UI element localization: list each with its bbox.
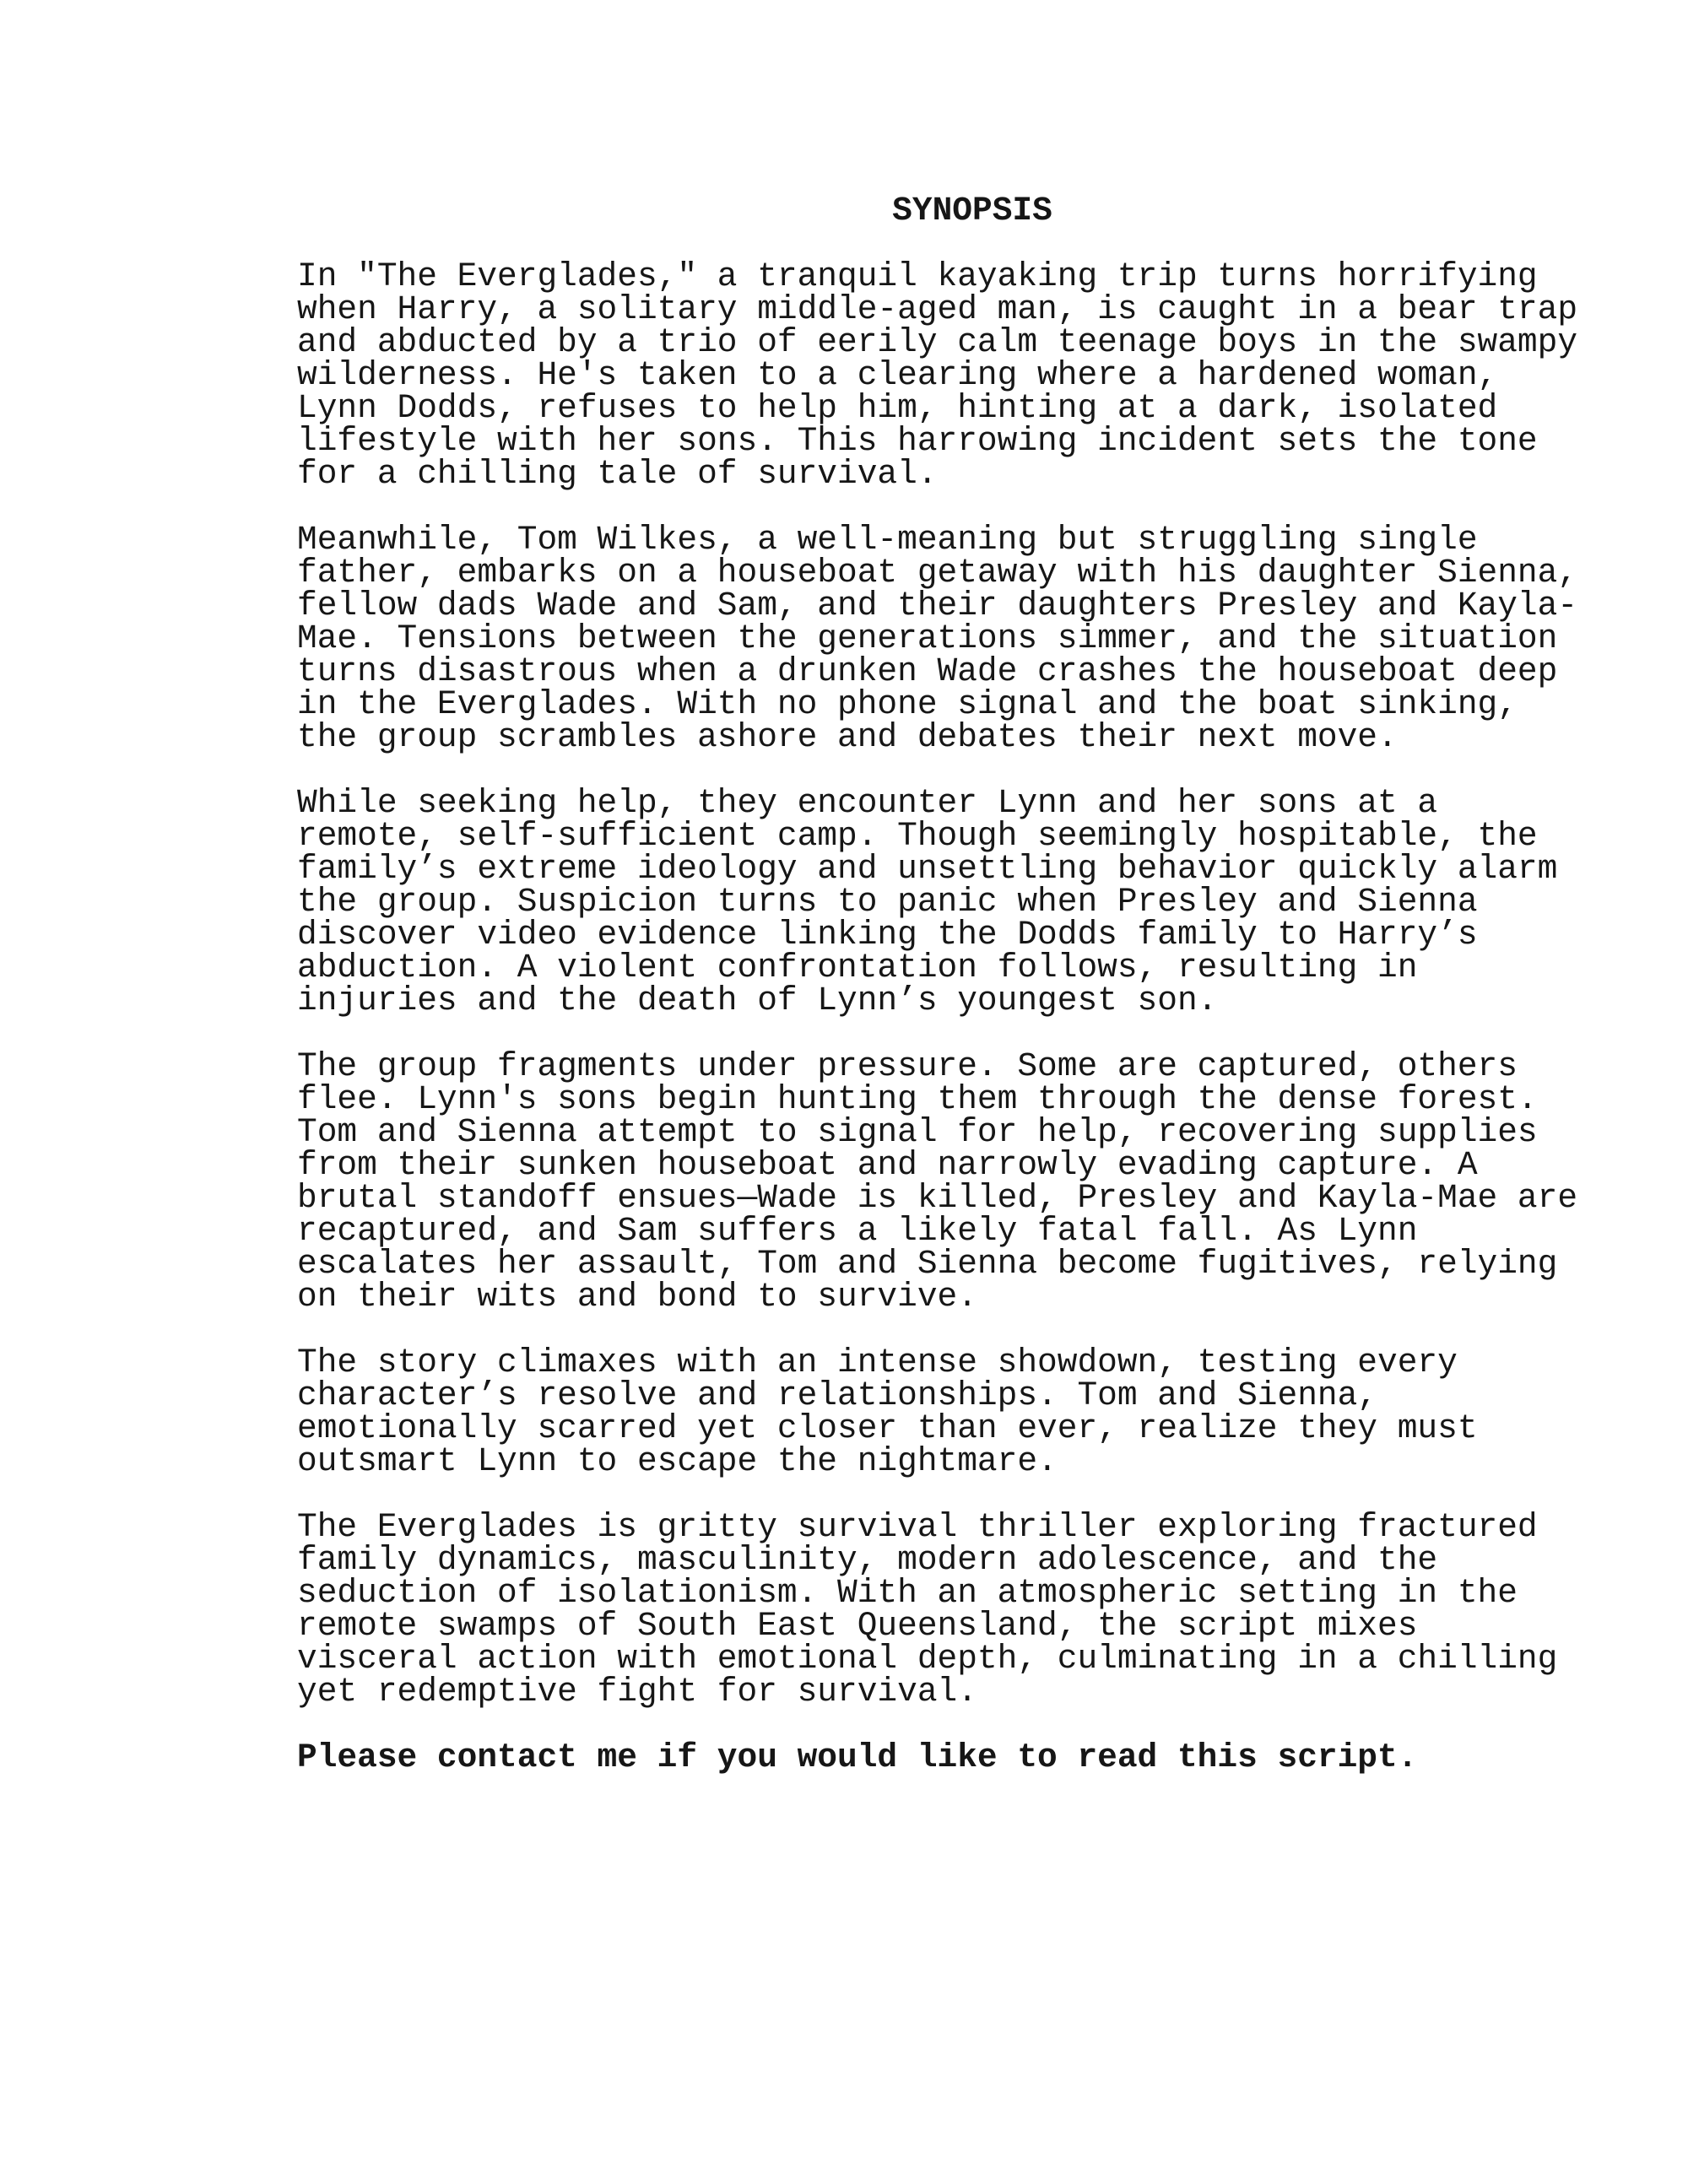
- paragraph-line: In "The Everglades," a tranquil kayaking trip turns horrifying: [297, 257, 1538, 295]
- synopsis-paragraph: [297, 784, 1558, 1019]
- paragraph-line: injuries and the death of Lynn’s youngest son.: [297, 981, 1218, 1019]
- paragraph-line: when Harry, a solitary middle-aged man, is caught in a bear trap: [297, 290, 1578, 328]
- paragraph-line: visceral action with emotional depth, culminating in a chilling: [297, 1640, 1558, 1678]
- paragraph-line: father, embarks on a houseboat getaway with his daughter Sienna,: [297, 554, 1578, 592]
- paragraph-line: Mae. Tensions between the generations simmer, and the situation: [297, 619, 1558, 657]
- synopsis-content: [297, 192, 1578, 1776]
- paragraph-line: in the Everglades. With no phone signal and the boat sinking,: [297, 685, 1518, 723]
- paragraph-line: family dynamics, masculinity, modern adolescence, and the: [297, 1541, 1438, 1579]
- paragraph-line: remote swamps of South East Queensland, the script mixes: [297, 1607, 1418, 1645]
- paragraph-line: While seeking help, they encounter Lynn and her sons at a: [297, 784, 1438, 822]
- paragraph-line: seduction of isolationism. With an atmospheric setting in the: [297, 1574, 1518, 1612]
- paragraph-line: abduction. A violent confrontation follows, resulting in: [297, 949, 1418, 987]
- paragraph-line: The Everglades is gritty survival thriller exploring fractured: [297, 1508, 1538, 1546]
- paragraph-line: lifestyle with her sons. This harrowing incident sets the tone: [297, 422, 1538, 460]
- paragraph-line: escalates her assault, Tom and Sienna become fugitives, relying: [297, 1245, 1558, 1283]
- paragraph-line: Lynn Dodds, refuses to help him, hinting at a dark, isolated: [297, 389, 1498, 427]
- paragraph-line: wilderness. He's taken to a clearing where a hardened woman,: [297, 356, 1498, 394]
- synopsis-title: SYNOPSIS: [892, 192, 1052, 230]
- paragraph-line: brutal standoff ensues—Wade is killed, Presley and Kayla-Mae are: [297, 1179, 1578, 1217]
- paragraph-line: outsmart Lynn to escape the nightmare.: [297, 1442, 1058, 1480]
- paragraph-line: the group scrambles ashore and debates their next move.: [297, 718, 1398, 756]
- synopsis-paragraph: [297, 1508, 1558, 1711]
- paragraph-line: and abducted by a trio of eerily calm teenage boys in the swampy: [297, 323, 1578, 361]
- paragraph-line: for a chilling tale of survival.: [297, 455, 938, 493]
- paragraph-line: flee. Lynn's sons begin hunting them through the dense forest.: [297, 1080, 1538, 1118]
- paragraph-line: emotionally scarred yet closer than ever, realize they must: [297, 1409, 1478, 1447]
- paragraph-line: Tom and Sienna attempt to signal for help, recovering supplies: [297, 1113, 1538, 1151]
- synopsis-paragraph: [297, 521, 1578, 756]
- paragraph-line: fellow dads Wade and Sam, and their daughters Presley and Kayla-: [297, 587, 1578, 624]
- paragraph-line: remote, self-sufficient camp. Though seemingly hospitable, the: [297, 817, 1538, 855]
- paragraph-line: turns disastrous when a drunken Wade crashes the houseboat deep: [297, 652, 1558, 690]
- paragraph-line: on their wits and bond to survive.: [297, 1278, 977, 1316]
- paragraph-line: the group. Suspicion turns to panic when Presley and Sienna: [297, 883, 1478, 921]
- paragraph-line: The group fragments under pressure. Some are captured, others: [297, 1047, 1518, 1085]
- contact-line: Please contact me if you would like to read this script.: [297, 1738, 1418, 1776]
- paragraph-line: yet redemptive fight for survival.: [297, 1673, 977, 1711]
- synopsis-paragraph: [297, 1047, 1578, 1316]
- synopsis-paragraph: [297, 257, 1578, 493]
- synopsis-body: [297, 257, 1578, 1711]
- paragraph-line: recaptured, and Sam suffers a likely fatal fall. As Lynn: [297, 1212, 1418, 1250]
- paragraph-line: discover video evidence linking the Dodds family to Harry’s: [297, 916, 1478, 954]
- paragraph-line: Meanwhile, Tom Wilkes, a well-meaning but struggling single: [297, 521, 1478, 559]
- paragraph-line: character’s resolve and relationships. Tom and Sienna,: [297, 1376, 1378, 1414]
- paragraph-line: from their sunken houseboat and narrowly evading capture. A: [297, 1146, 1478, 1184]
- paragraph-line: The story climaxes with an intense showdown, testing every: [297, 1343, 1458, 1381]
- synopsis-paragraph: [297, 1343, 1546, 1480]
- paragraph-line: family’s extreme ideology and unsettling behavior quickly alarm: [297, 850, 1558, 888]
